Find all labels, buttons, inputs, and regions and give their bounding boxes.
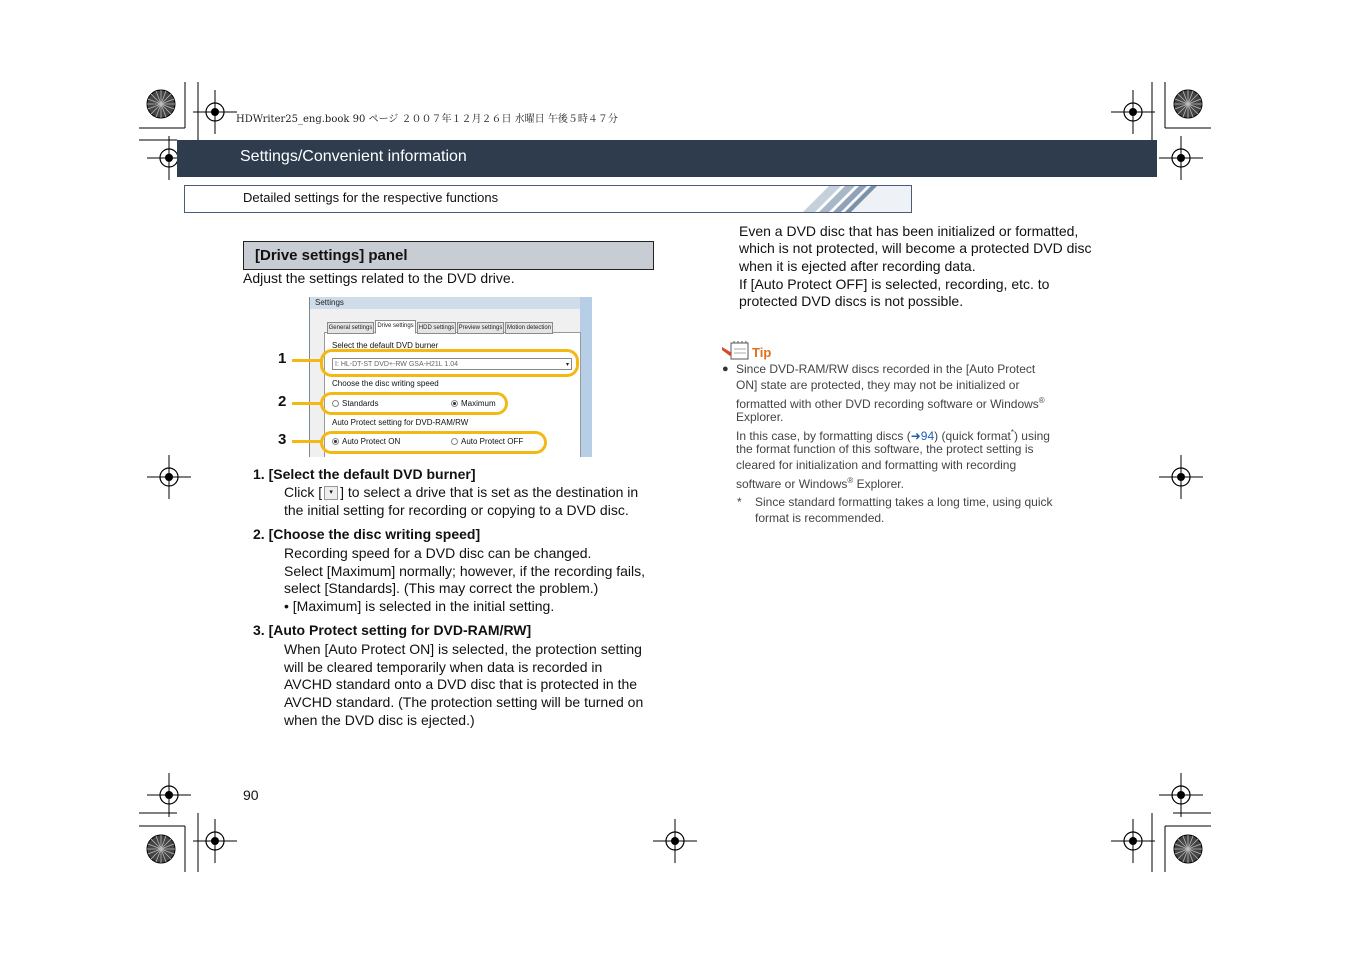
callout-number-1: 1 — [278, 350, 287, 367]
callout-number-3: 3 — [278, 431, 287, 448]
dropdown-arrow-icon[interactable]: ▾ — [565, 362, 569, 368]
item-3-line-3: AVCHD standard onto a DVD disc that is protected in the — [284, 676, 638, 692]
panel-heading-text: [Drive settings] panel — [255, 247, 408, 264]
page-number: 90 — [243, 787, 259, 803]
tip-line-5-a: In this case, by formatting discs ( — [736, 429, 911, 443]
item-3-title: 3. [Auto Protect setting for DVD-RAM/RW] — [253, 622, 532, 638]
callout-oval-1 — [320, 349, 579, 377]
tab-motion-detection[interactable]: Motion detection — [505, 322, 553, 334]
right-line-2: which is not protected, will become a protected DVD disc — [739, 240, 1092, 256]
panel-heading — [243, 241, 654, 270]
tip-line-1: Since DVD-RAM/RW discs recorded in the [Auto Protect — [736, 362, 1036, 376]
item-2-line-2: Select [Maximum] normally; however, if the recording fails, — [284, 563, 646, 579]
tip-line-7: cleared for initialization and formatting with recording — [736, 458, 1017, 472]
page-subtitle: Detailed settings for the respective functions — [243, 190, 499, 205]
item-1-text-b: ] to select a drive that is set as the destination in — [340, 484, 639, 500]
window-title: Settings — [315, 298, 344, 307]
callout-leader-3 — [292, 440, 322, 443]
radio-auto-protect-on-label: Auto Protect ON — [342, 437, 401, 446]
window-titlebar — [310, 297, 592, 309]
item-3-line-5: when the DVD disc is ejected.) — [284, 712, 475, 728]
item-1-title: 1. [Select the default DVD burner] — [253, 466, 476, 482]
tip-bullet-icon: ● — [722, 363, 729, 375]
panel-intro: Adjust the settings related to the DVD drive. — [243, 270, 515, 286]
footnote-mark: * — [1010, 428, 1014, 437]
registered-mark: ® — [1038, 396, 1045, 405]
burner-label: Select the default DVD burner — [332, 341, 439, 350]
item-2-title: 2. [Choose the disc writing speed] — [253, 526, 481, 542]
footnote-marker: * — [737, 495, 742, 509]
item-3-line-2: will be cleared temporarily when data is recorded in — [284, 659, 603, 675]
tip-line-8 — [736, 473, 904, 492]
callout-oval-2 — [320, 392, 508, 415]
callout-leader-2 — [292, 402, 322, 405]
page-link-94[interactable]: ➜94 — [910, 429, 935, 443]
callout-number-2: 2 — [278, 393, 287, 410]
tip-line-6: the format function of this software, the protect setting is — [736, 442, 1034, 456]
right-line-3: when it is ejected after recording data. — [739, 258, 976, 274]
item-2-line-1: Recording speed for a DVD disc can be changed. — [284, 545, 592, 561]
tip-line-3-text: formatted with other DVD recording software or Windows — [736, 397, 1039, 411]
radio-auto-protect-off-label: Auto Protect OFF — [461, 437, 524, 446]
registered-mark: ® — [847, 476, 854, 485]
tip-line-8-a: software or Windows — [736, 477, 848, 491]
callout-leader-1 — [292, 359, 322, 362]
tip-notepad-icon — [722, 341, 750, 361]
footnote-line-1: Since standard formatting takes a long time, using quick — [755, 495, 1053, 509]
protect-label: Auto Protect setting for DVD-RAM/RW — [332, 418, 469, 427]
right-line-5: protected DVD discs is not possible. — [739, 293, 964, 309]
item-3-line-4: AVCHD standard. (The protection setting will be turned on — [284, 694, 644, 710]
item-1-line-2: the initial setting for recording or copying to a DVD disc. — [284, 502, 629, 518]
item-1-line-1 — [284, 483, 638, 501]
item-3-line-1: When [Auto Protect ON] is selected, the protection setting — [284, 641, 642, 657]
tip-line-2: ON] state are protected, they may not be initialized or — [736, 378, 1020, 392]
item-2-line-4: • [Maximum] is selected in the initial setting. — [284, 598, 555, 614]
tip-label: Tip — [752, 345, 772, 360]
callout-oval-3 — [320, 431, 547, 454]
tab-drive-settings[interactable]: Drive settings — [375, 320, 416, 334]
print-header: HDWriter25_eng.book 90 ページ ２００７年１２月２６日 水曜日 午後５時４７分 — [236, 114, 618, 125]
radio-standards-label: Standards — [342, 399, 379, 408]
tip-line-5-c: ) using — [1013, 429, 1050, 443]
footnote-line-2: format is recommended. — [755, 511, 885, 525]
window-edge — [580, 297, 592, 457]
radio-maximum-label: Maximum — [461, 399, 496, 408]
stripe-decoration — [801, 186, 911, 213]
tab-hdd-settings[interactable]: HDD settings — [417, 322, 456, 334]
burner-select-value: I: HL-DT-ST DVD+-RW GSA-H21L 1.04 — [335, 361, 458, 368]
item-1-text-a: Click [ — [284, 484, 323, 500]
tab-general-settings[interactable]: General settings — [327, 322, 374, 334]
tip-line-8-b: Explorer. — [853, 477, 904, 491]
page-title: Settings/Convenient information — [240, 148, 467, 165]
item-2-line-3: select [Standards]. (This may correct the problem.) — [284, 580, 599, 596]
right-line-1: Even a DVD disc that has been initialized or formatted, — [739, 223, 1079, 239]
right-line-4: If [Auto Protect OFF] is selected, recording, etc. to — [739, 276, 1050, 292]
dropdown-button-icon: ▾ — [324, 486, 338, 500]
speed-label: Choose the disc writing speed — [332, 379, 439, 388]
tip-line-5-b: ) (quick format — [934, 429, 1011, 443]
tip-line-4: Explorer. — [736, 410, 784, 424]
tab-preview-settings[interactable]: Preview settings — [457, 322, 504, 334]
